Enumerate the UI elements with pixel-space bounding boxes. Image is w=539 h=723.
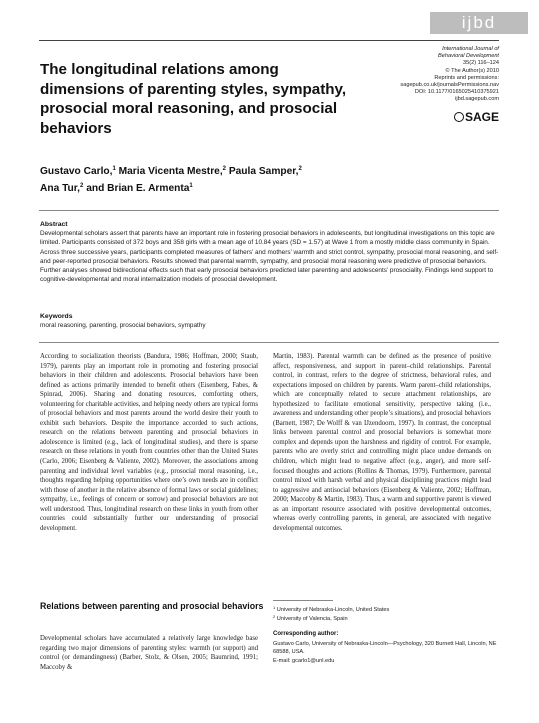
corresponding-author-details [273,640,499,665]
corresponding-author-heading: Corresponding author: [273,631,339,637]
body-paragraph-intro: According to socialization theorists (Bandura, 1986; Hoffman, 2000; Staub, 1979), parents play an important role in promoting and fostering prosocial behaviors in their children and adolescents. Prosocial behaviors have been defined as actions primarily intended to benefit others (Eisenberg, Fabes, & Spinrad, 2006). Sharing and donating resources, comforting others, volunteering for charitable activities, and helping needy others are typical forms of prosocial behaviors and most parents around the world desire their youth to exhibit such behaviors. Despite the importance accorded to such actions, research on the relations between parenting and prosocial behaviors in adolescence is limited (e.g., lack of longitudinal studies), and there is sparse research on these relations in youth from countries other than the United States (Carlo, 2006; Eisenberg & Valiente, 2002). Moreover, the associations among parenting and individual level variables (e.g., prosocial moral reasoning, i.e., thoughts regarding helping opportunities where one’s own needs are in conflict with those of another in the relative absence of formal laws or social guidelines; sympathy, i.e., feelings of concern or sorrow) and prosocial behaviors are not well understood. Thus, longitudinal research on these links in youth from other countries could substantially further our understanding of prosocial development. [40,353,258,532]
body-paragraph-section: Developmental scholars have accumulated a relatively large knowledge base regarding two major dimensions of parenting styles: warmth (or support) and control (or demandingness) (Barber, Stolz, & Olsen, 2005; Baumrind, 1991; Maccoby & [40,635,258,671]
abstract-rule [39,210,499,211]
corresponding-author-email[interactable]: E-mail: gcarlo1@unl.edu [273,657,335,664]
sage-circle-icon [454,112,464,122]
author-affiliation: 1 [189,183,193,189]
abstract-text: Developmental scholars assert that parents have an important role in fostering prosocial behaviors in adolescents, but longitudinal investigations on this topic are limited. Participants consisted of 372 boys and 358 girls with a mean age of 10.84 years (SD = 1.57) at Wave 1 from a mostly middle class community in Spain. Across three successive years, participants completed measures of fathers’ and mothers’ warmth and strict control, sympathy, prosocial moral reasoning, and self- and peer-reported prosocial behaviors. Results showed that parental warmth, sympathy, and prosocial moral reasoning were predictive of prosocial behaviors. Further analyses showed bidirectional effects such that early prosocial behaviors predicted later parenting and adolescents’ prosociality. Findings lend support to cognitive-developmental and moral internalization models of prosocial development. [40,230,499,284]
author-affiliation: 1 [112,166,116,172]
author-affiliation: 2 [222,166,226,172]
footnote-2 [273,614,348,622]
author-affiliation: 2 [298,166,302,172]
footnote-text: University of Valencia, Spain [276,616,348,622]
keywords-text: moral reasoning, parenting, prosocial behaviors, sympathy [40,322,206,329]
publisher-logo [454,110,499,124]
footnote-number: 1 [273,605,276,610]
journal-name-line1: International Journal of [442,46,499,52]
journal-logo-text: ijbd [461,13,497,32]
section-heading: Relations between parenting and prosocial behaviors [40,601,264,611]
copyright: © The Author(s) 2010 [445,67,499,74]
body-paragraph-right: Martin, 1983). Parental warmth can be defined as the presence of positive affect, responsiveness, and support in parent–child relationships. Parental control, in contrast, refers to the degree of strictness, behavioral rules, and expectations imposed on children by parents. Warm parent–child relationships, which are conceptually related to secure attachment relationships, are hypothesized to facilitate emotional sensitivity, perspective taking (i.e., awareness and understanding other people’s situations), and prosocial behaviors (Barnett, 1987; De Wolff & van IJzendoorn, 1997). In contrast, the conceptual links between parental control and prosocial behaviors is somewhat more complex and depends upon the harshness and rigidity of control. For example, parents who are overly strict and controlling might place undue demands on children, which might lead to negative affect (e.g., anger), and more self-focused thoughts and actions (Rollins & Thomas, 1979). Furthermore, parental control mixed with harsh verbal and physical disciplining practices might lead to aggressive and antisocial behaviors (Eisenberg & Valiente, 2002; Hoffman, 2000; Maccoby & Martin, 1983). Thus, a warm and supportive parent is viewed as an important resource associated with positive developmental outcomes, whereas overly controlling parents, in general, are associated with negative developmental outcomes. [273,353,491,532]
journal-site[interactable]: ijbd.sagepub.com [455,96,499,103]
author-name: Ana Tur, [40,183,80,194]
publisher-name: SAGE [464,110,499,124]
reprints-url[interactable]: sagepub.co.uk/journalsPermissions.nav [400,82,499,89]
author-name: Gustavo Carlo, [40,166,113,177]
author-affiliation: 2 [80,183,84,189]
author-name: Maria Vicenta Mestre, [118,166,223,177]
journal-name-line2: Behavioral Development [438,53,499,60]
footnote-1 [273,605,389,613]
author-name: and Brian E. Armenta [86,183,190,194]
doi[interactable]: DOI: 10.1177/0165025410375921 [414,89,499,96]
reprints: Reprints and permissions: [434,74,499,81]
body-rule [39,342,499,343]
author-name: Paula Samper, [228,166,299,177]
abstract-heading: Abstract [40,221,68,228]
author-list [40,162,370,196]
journal-logo [430,12,528,34]
footnote-rule [273,600,333,601]
footnote-number: 2 [273,614,276,619]
keywords-heading: Keywords [40,313,73,320]
journal-volume: 35(2) 116–124 [463,60,499,67]
corresponding-author-address: Gustavo Carlo, University of Nebraska-Lincoln—Psychology, 320 Burnett Hall, Lincoln, NE 68588, USA. [273,641,497,656]
header-rule [39,40,499,41]
footnote-text: University of Nebraska-Lincoln, United States [276,607,390,613]
article-title: The longitudinal relations among dimensions of parenting styles, sympathy, prosocial moral reasoning, and prosocial behaviors [40,61,347,137]
